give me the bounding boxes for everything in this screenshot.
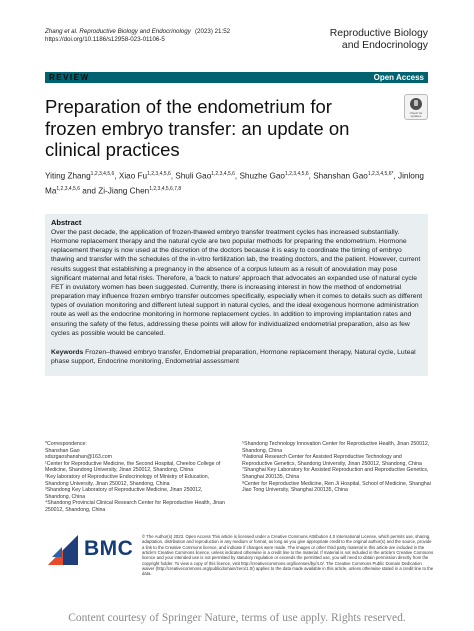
author-name[interactable]: Shuzhe Gao bbox=[239, 171, 285, 181]
article-title: Preparation of the endometrium for frozen embryo transfer: an update on clinical practices bbox=[45, 96, 350, 160]
author-affiliation-marks: 1,2,3,4,5,6 bbox=[147, 171, 171, 177]
license-text: © The Author(s) 2023. Open Access This article is licensed under a Creative Commons Attribution 4.0 International License, which permits use, sharing, adaptation, distribution and reproduction in any medium or format, as long as you give appropriate credit to the original author(s) and the source, provide a link to the Creative Commons licence, and indicate if changes were made. The images or other third party material in this article are included in the article's Creative Commons licence, unless indicated otherwise in a credit line to the material. If material is not included in the article's Creative Commons licence and your intended use is not permitted by statutory regulation or exceeds the permitted use, you will need to obtain permission directly from the copyright holder. To view a copy of this licence, visit http://creativecommons.org/licenses/by/4.0/. The Creative Commons Public Domain Dedication waiver (http://creativecommons.org/publicdomain/zero/1.0/) applies to the data made available in this article, unless otherwise stated in a credit line to the data. bbox=[142, 534, 434, 577]
bmc-logo-text: BMC bbox=[84, 537, 134, 560]
footer-notice: Content courtesy of Springer Nature, terms of use apply. Rights reserved. bbox=[68, 612, 406, 624]
abstract-heading: Abstract bbox=[51, 218, 82, 227]
affiliation-entry: ⁸Center for Reproductive Medicine, Ren Ji Hospital, School of Medicine, Shanghai Jiao Tong University, Shanghai 200135, China bbox=[242, 480, 431, 494]
citation-year: (2023) 21:52 bbox=[195, 28, 231, 35]
author-affiliation-marks: 1,2,3,4,5,6 bbox=[211, 171, 235, 177]
author-name[interactable]: Shanshan Gao bbox=[313, 171, 368, 181]
article-type-label: REVIEW bbox=[49, 73, 90, 82]
bmc-logo-icon bbox=[48, 535, 78, 565]
citation-authors: Zhang et al. Reproductive Biology and Endocrinology bbox=[45, 28, 191, 35]
abstract-text: Over the past decade, the application of frozen-thawed embryo transfer treatment cycles has increased substantially. Hormone replacement therapy and the natural cycle are two popular methods for preparing the endometrium. Hormone replacement therapy is now used at the discretion of the doctors because it is easy to coordinate the timing of embryo thawing and transfer with the schedules of the in-vitro fertilization lab, the treating doctors, and the patient. However, current results suggest that establishing a pregnancy in the absence of a corpus luteum as a result of anovulation may pose significant maternal and fetal risks. Therefore, a 'back to nature' approach that advocates an expanded use of natural cycle FET in ovulatory women has been suggested. Currently, there is increasing interest in how the method of endometrial preparation may influence frozen embryo transfer outcomes specifically, especially when it comes to details such as different types of ovulation monitoring and different luteal support in natural cycles, and the ideal exogenous hormone administration route as well as the endocrine monitoring in hormone replacement cycles. In addition to improving implantation rates and ensuring the safety of the fetus, addressing these points will allow for individualized endometrial preparation, also as few cycles as possible would be canceled. bbox=[51, 229, 423, 337]
author-name[interactable]: Xiao Fu bbox=[118, 171, 148, 181]
affiliation-entry: ³Shandong Key Laboratory of Reproductive Medicine, Jinan 250012, Shandong, China bbox=[45, 487, 203, 500]
affiliation-entry: Shanshan Gao bbox=[45, 447, 80, 454]
author-name[interactable]: Zi-Jiang Chen bbox=[98, 186, 150, 196]
author-affiliation-marks: 1,2,3,4,5,6* bbox=[367, 171, 394, 177]
journal-name bbox=[330, 28, 428, 52]
affiliation-entry: ²Key laboratory of Reproductive Endocrinology of Ministry of Education, Shandong University, Jinan 250012, Shandong, China bbox=[45, 473, 210, 487]
affiliation-entry: ⁴Shandong Provincial Clinical Research Center for Reproductive Health, Jinan 250012, Shandong, China bbox=[45, 500, 225, 513]
affiliation-entry: sdszgaoshanshan@163.com bbox=[45, 454, 112, 461]
journal-name-line1: Reproductive Biology bbox=[329, 28, 428, 39]
affiliations-right bbox=[242, 441, 432, 494]
author-affiliation-marks: 1,2,3,4,5,6 bbox=[90, 171, 115, 177]
crossmark-label: Check for updates bbox=[409, 111, 423, 118]
affiliations-left bbox=[45, 441, 225, 514]
article-type-bar bbox=[45, 72, 428, 83]
author-name[interactable]: Shuli Gao bbox=[175, 171, 212, 181]
affiliation-entry: *Correspondence: bbox=[45, 441, 87, 447]
journal-name-line2: and Endocrinology bbox=[341, 40, 428, 51]
doi-link[interactable]: https://doi.org/10.1186/s12958-023-01106-5 bbox=[45, 36, 165, 44]
affiliation-entry: ¹Center for Reproductive Medicine, the Second Hospital, Cheeloo College of Medicine, Shandong University, Jinan 250012, Shandong, China bbox=[45, 460, 221, 474]
citation bbox=[45, 28, 191, 45]
author-affiliation-marks: 1,2,3,4,5,6 bbox=[285, 171, 309, 177]
crossmark-icon bbox=[410, 98, 422, 110]
keywords-label: Keywords bbox=[51, 349, 84, 356]
author-name[interactable]: Yiting Zhang bbox=[45, 171, 91, 181]
author-list: Yiting Zhang$^{1,2,3,4,5,6}$, Xiao Fu$^{1,2,3,4,5,6}$, Shuli Gao$^{1,2,3,4,5,6}$, Shuzhe Gao$^{1,2,3,4,5,6}$, Shanshan Gao$^{1,2,3,4,5,6*}$, Jinlong Ma$^{1,2,3,4,5,6}$ and Zi-Jiang Chen$^{1,2,3,4,5,6,7,8}$ bbox=[45, 171, 424, 196]
author-affiliation-marks: 1,2,3,4,5,6 bbox=[56, 185, 81, 192]
open-access-label: Open Access bbox=[373, 73, 424, 82]
keywords bbox=[51, 348, 423, 366]
abstract-box bbox=[45, 214, 428, 376]
check-for-updates-badge[interactable] bbox=[404, 94, 428, 120]
author-name[interactable]: Jinlong Ma bbox=[45, 171, 424, 196]
affiliation-entry: ⁶National Research Center for Assisted Reproductive Technology and Reproductive Genetics, Shandong University, Jinan 250012, Shandong, China bbox=[242, 454, 422, 467]
affiliation-entry: ⁷Shanghai Key Laboratory for Assisted Reproduction and Reproductive Genetics, Shanghai 200135, China bbox=[242, 467, 429, 480]
keywords-list: Frozen–thawed embryo transfer, Endometrial preparation, Hormone replacement therapy, Natural cycle, Luteal phase support, Endocrine monitoring, Endometrial assessment bbox=[51, 349, 416, 366]
author-affiliation-marks: 1,2,3,4,5,6,7,8 bbox=[149, 185, 182, 192]
affiliation-entry: ⁵Shandong Technology Innovation Center for Reproductive Health, Jinan 250012, Shandong, China bbox=[242, 441, 430, 454]
